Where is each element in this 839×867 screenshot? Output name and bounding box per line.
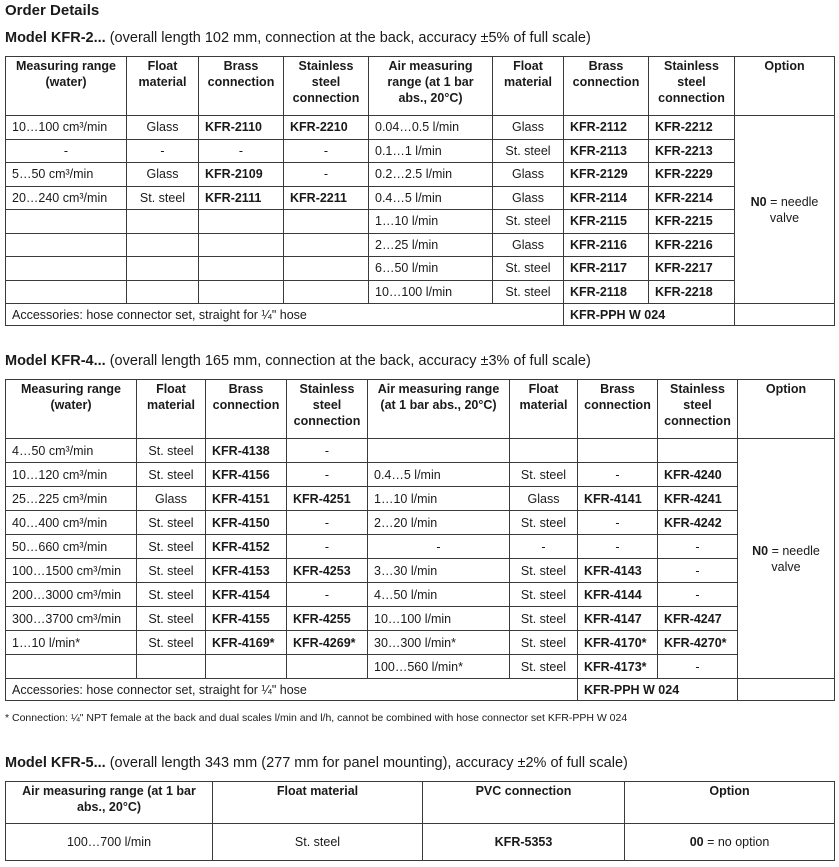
air-brass-connection-cell: KFR-2118 [564,280,649,304]
air-stainless-connection-cell: KFR-2229 [649,163,735,187]
float-material-cell [127,257,199,281]
stainless-connection-cell: - [287,439,368,463]
measuring-range-cell: 20…240 cm³/min [6,186,127,210]
air-stainless-connection-cell: - [658,535,738,559]
col-header: Option [738,380,835,439]
col-header: Air measuring range (at 1 bar abs., 20°C) [369,57,493,116]
air-stainless-connection-cell: KFR-4247 [658,607,738,631]
table-row [6,631,835,655]
air-range-cell: 0.4…5 l/min [369,186,493,210]
air-stainless-connection-cell: KFR-2214 [649,186,735,210]
air-stainless-connection-cell: KFR-2216 [649,233,735,257]
kfr5-table [5,781,835,861]
float-material-cell: Glass [127,116,199,140]
kfr4-table [5,379,835,701]
page-title: Order Details [5,2,100,19]
air-brass-connection-cell: KFR-2129 [564,163,649,187]
air-range-cell: 0.04…0.5 l/min [369,116,493,140]
table-row [6,163,835,187]
float-material-cell: Glass [137,487,206,511]
col-header: Brass connection [578,380,658,439]
col-header: Stainless steel connection [649,57,735,116]
measuring-range-cell [6,233,127,257]
float-material-cell: St. steel [213,824,423,861]
brass-connection-cell [199,210,284,234]
measuring-range-cell: 300…3700 cm³/min [6,607,137,631]
accessories-row [6,679,835,701]
air-float-material-cell: Glass [493,186,564,210]
kfr4-description: (overall length 165 mm, connection at the back, accuracy ±3% of full scale) [105,353,591,369]
measuring-range-cell: 4…50 cm³/min [6,439,137,463]
air-stainless-connection-cell: - [658,583,738,607]
air-range-cell: 2…20 l/min [368,511,510,535]
col-header: Stainless steel connection [658,380,738,439]
measuring-range-cell: 100…1500 cm³/min [6,559,137,583]
measuring-range-cell: 10…120 cm³/min [6,463,137,487]
table-row [6,559,835,583]
brass-connection-cell: KFR-2109 [199,163,284,187]
air-stainless-connection-cell: KFR-2213 [649,139,735,163]
table-row [6,280,835,304]
air-float-material-cell: St. steel [510,631,578,655]
option-code: 00 [689,835,704,849]
option-cell [738,439,835,679]
kfr5-heading [5,755,628,771]
air-brass-connection-cell [578,439,658,463]
kfr5-model: Model KFR-5... [5,755,106,771]
empty-cell [735,304,835,326]
air-brass-connection-cell: KFR-4143 [578,559,658,583]
measuring-range-cell: 25…225 cm³/min [6,487,137,511]
air-stainless-connection-cell: KFR-4241 [658,487,738,511]
float-material-cell: St. steel [137,511,206,535]
air-stainless-connection-cell: KFR-2218 [649,280,735,304]
empty-cell [738,679,835,701]
kfr4-heading [5,353,591,369]
col-header: Measuring range (water) [6,380,137,439]
measuring-range-cell: 200…3000 cm³/min [6,583,137,607]
air-float-material-cell: Glass [493,233,564,257]
option-cell [735,116,835,304]
air-range-cell: - [368,535,510,559]
stainless-connection-cell: - [284,163,369,187]
col-header: Stainless steel connection [284,57,369,116]
accessories-label: Accessories: hose connector set, straight for ¼" hose [6,679,578,701]
air-float-material-cell: Glass [510,487,578,511]
brass-connection-cell: KFR-4154 [206,583,287,607]
air-brass-connection-cell: KFR-4170* [578,631,658,655]
measuring-range-cell: 5…50 cm³/min [6,163,127,187]
air-float-material-cell: St. steel [493,210,564,234]
stainless-connection-cell: - [287,511,368,535]
air-brass-connection-cell: - [578,463,658,487]
stainless-connection-cell: KFR-4269* [287,631,368,655]
brass-connection-cell [206,655,287,679]
col-header: Option [735,57,835,116]
col-header: Air measuring range (at 1 bar abs., 20°C) [368,380,510,439]
air-brass-connection-cell: - [578,535,658,559]
col-header: Air measuring range (at 1 bar abs., 20°C) [6,782,213,824]
measuring-range-cell [6,655,137,679]
table-row [6,655,835,679]
stainless-connection-cell: KFR-4255 [287,607,368,631]
measuring-range-cell [6,257,127,281]
air-range-cell: 0.1…1 l/min [369,139,493,163]
float-material-cell [137,655,206,679]
air-stainless-connection-cell: KFR-2215 [649,210,735,234]
air-range-cell: 100…700 l/min [6,824,213,861]
kfr5-description: (overall length 343 mm (277 mm for panel mounting), accuracy ±2% of full scale) [105,755,628,771]
col-header: Float material [127,57,199,116]
kfr2-table [5,56,835,326]
table-row [6,139,835,163]
stainless-connection-cell: KFR-2210 [284,116,369,140]
air-float-material-cell [510,439,578,463]
col-header: Float material [213,782,423,824]
measuring-range-cell [6,280,127,304]
air-float-material-cell: St. steel [510,559,578,583]
float-material-cell: St. steel [137,439,206,463]
air-float-material-cell: St. steel [493,139,564,163]
air-stainless-connection-cell: KFR-2217 [649,257,735,281]
air-range-cell: 100…560 l/min* [368,655,510,679]
float-material-cell: St. steel [137,535,206,559]
air-brass-connection-cell: KFR-2113 [564,139,649,163]
air-float-material-cell: Glass [493,163,564,187]
float-material-cell: St. steel [127,186,199,210]
air-stainless-connection-cell: - [658,655,738,679]
air-range-cell: 4…50 l/min [368,583,510,607]
stainless-connection-cell: KFR-4251 [287,487,368,511]
air-float-material-cell: St. steel [510,583,578,607]
kfr4-footnote: * Connection: ¼" NPT female at the back and dual scales l/min and l/h, cannot be combined with hose connector set KFR-PPH W 024 [5,712,628,724]
brass-connection-cell: - [199,139,284,163]
air-brass-connection-cell: KFR-4144 [578,583,658,607]
col-header: Option [625,782,835,824]
stainless-connection-cell [284,257,369,281]
air-stainless-connection-cell [658,439,738,463]
kfr4-model: Model KFR-4... [5,353,106,369]
accessories-row [6,304,835,326]
option-code: N0 [752,543,769,558]
air-range-cell: 0.2…2.5 l/min [369,163,493,187]
stainless-connection-cell [284,280,369,304]
air-range-cell: 1…10 l/min [368,487,510,511]
brass-connection-cell: KFR-4152 [206,535,287,559]
air-stainless-connection-cell: KFR-4270* [658,631,738,655]
option-cell [625,824,835,861]
table-row [6,535,835,559]
float-material-cell [127,233,199,257]
col-header: Brass connection [564,57,649,116]
table-row [6,257,835,281]
brass-connection-cell: KFR-4151 [206,487,287,511]
col-header: Stainless steel connection [287,380,368,439]
float-material-cell: Glass [127,163,199,187]
kfr2-description: (overall length 102 mm, connection at the back, accuracy ±5% of full scale) [105,30,591,46]
air-stainless-connection-cell: - [658,559,738,583]
float-material-cell [127,280,199,304]
stainless-connection-cell [284,233,369,257]
col-header: Float material [510,380,578,439]
col-header: Measuring range (water) [6,57,127,116]
float-material-cell: St. steel [137,631,206,655]
option-text: = needle valve [768,543,820,574]
brass-connection-cell: KFR-4138 [206,439,287,463]
brass-connection-cell [199,257,284,281]
brass-connection-cell: KFR-4153 [206,559,287,583]
air-brass-connection-cell: KFR-2117 [564,257,649,281]
stainless-connection-cell: KFR-4253 [287,559,368,583]
air-range-cell: 10…100 l/min [368,607,510,631]
col-header: Brass connection [199,57,284,116]
brass-connection-cell: KFR-4156 [206,463,287,487]
kfr2-header-row [6,57,835,116]
air-stainless-connection-cell: KFR-2212 [649,116,735,140]
kfr2-model: Model KFR-2... [5,30,106,46]
table-row [6,583,835,607]
air-float-material-cell: St. steel [510,511,578,535]
option-text: = needle valve [766,194,819,225]
pvc-connection-cell: KFR-5353 [423,824,625,861]
table-row [6,511,835,535]
air-range-cell: 10…100 l/min [369,280,493,304]
float-material-cell: St. steel [137,583,206,607]
air-stainless-connection-cell: KFR-4240 [658,463,738,487]
air-range-cell: 3…30 l/min [368,559,510,583]
air-float-material-cell: Glass [493,116,564,140]
air-brass-connection-cell: KFR-2114 [564,186,649,210]
stainless-connection-cell [284,210,369,234]
air-float-material-cell: St. steel [510,655,578,679]
stainless-connection-cell: - [284,139,369,163]
air-range-cell: 6…50 l/min [369,257,493,281]
air-brass-connection-cell: KFR-2116 [564,233,649,257]
brass-connection-cell [199,233,284,257]
stainless-connection-cell [287,655,368,679]
accessories-code: KFR-PPH W 024 [578,679,738,701]
air-stainless-connection-cell: KFR-4242 [658,511,738,535]
table-row [6,233,835,257]
kfr2-heading [5,30,591,46]
col-header: PVC connection [423,782,625,824]
air-float-material-cell: St. steel [493,280,564,304]
float-material-cell: - [127,139,199,163]
air-brass-connection-cell: KFR-4173* [578,655,658,679]
option-code: N0 [750,194,767,209]
float-material-cell: St. steel [137,607,206,631]
accessories-label: Accessories: hose connector set, straight for ¼" hose [6,304,564,326]
brass-connection-cell [199,280,284,304]
air-brass-connection-cell: KFR-4147 [578,607,658,631]
table-row [6,463,835,487]
table-row [6,116,835,140]
stainless-connection-cell: - [287,583,368,607]
stainless-connection-cell: KFR-2211 [284,186,369,210]
air-brass-connection-cell: - [578,511,658,535]
table-row [6,824,835,861]
air-brass-connection-cell: KFR-2115 [564,210,649,234]
air-range-cell: 0.4…5 l/min [368,463,510,487]
brass-connection-cell: KFR-4155 [206,607,287,631]
float-material-cell [127,210,199,234]
brass-connection-cell: KFR-2111 [199,186,284,210]
col-header: Brass connection [206,380,287,439]
table-row [6,607,835,631]
air-float-material-cell: - [510,535,578,559]
option-text: = no option [703,835,770,849]
air-brass-connection-cell: KFR-2112 [564,116,649,140]
air-range-cell [368,439,510,463]
measuring-range-cell: - [6,139,127,163]
table-row [6,186,835,210]
col-header: Float material [137,380,206,439]
air-brass-connection-cell: KFR-4141 [578,487,658,511]
table-row [6,439,835,463]
measuring-range-cell: 1…10 l/min* [6,631,137,655]
kfr4-header-row [6,380,835,439]
table-row [6,210,835,234]
measuring-range-cell: 50…660 cm³/min [6,535,137,559]
air-float-material-cell: St. steel [493,257,564,281]
air-range-cell: 30…300 l/min* [368,631,510,655]
air-float-material-cell: St. steel [510,607,578,631]
measuring-range-cell: 40…400 cm³/min [6,511,137,535]
kfr5-header-row [6,782,835,824]
brass-connection-cell: KFR-2110 [199,116,284,140]
air-float-material-cell: St. steel [510,463,578,487]
measuring-range-cell: 10…100 cm³/min [6,116,127,140]
air-range-cell: 2…25 l/min [369,233,493,257]
brass-connection-cell: KFR-4150 [206,511,287,535]
brass-connection-cell: KFR-4169* [206,631,287,655]
float-material-cell: St. steel [137,463,206,487]
air-range-cell: 1…10 l/min [369,210,493,234]
col-header: Float material [493,57,564,116]
accessories-code: KFR-PPH W 024 [564,304,735,326]
stainless-connection-cell: - [287,535,368,559]
measuring-range-cell [6,210,127,234]
table-row [6,487,835,511]
stainless-connection-cell: - [287,463,368,487]
float-material-cell: St. steel [137,559,206,583]
